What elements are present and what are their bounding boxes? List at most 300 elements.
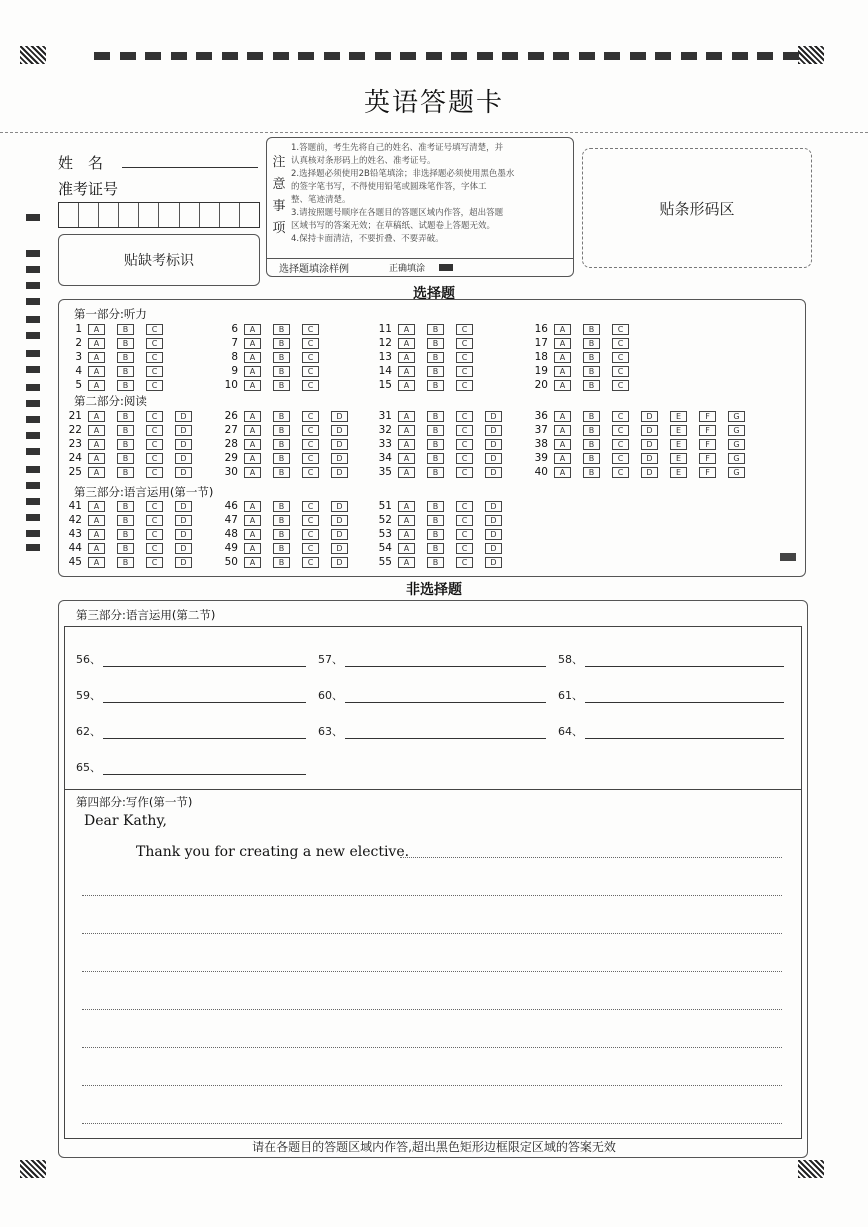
answer-bubble[interactable]: D	[641, 467, 658, 478]
answer-bubble[interactable]: C	[456, 557, 473, 568]
timing-mark	[171, 52, 187, 60]
answer-bubble[interactable]: C	[146, 529, 163, 540]
answer-bubble[interactable]: A	[554, 439, 571, 450]
answer-bubble[interactable]: E	[670, 411, 687, 422]
question-row	[528, 410, 757, 422]
blank-underline	[103, 656, 306, 667]
answer-bubble[interactable]: B	[117, 501, 134, 512]
question-number: 9	[231, 365, 238, 377]
answer-bubble[interactable]: C	[302, 324, 319, 335]
answer-bubble[interactable]: B	[427, 352, 444, 363]
blank-number: 62、	[76, 725, 101, 738]
answer-bubble[interactable]: A	[554, 380, 571, 391]
answer-bubble[interactable]: B	[117, 515, 134, 526]
answer-bubble[interactable]: A	[554, 467, 571, 478]
answer-bubble[interactable]: A	[398, 352, 415, 363]
question-row	[62, 556, 204, 568]
answer-bubble[interactable]: C	[456, 324, 473, 335]
answer-bubble[interactable]: B	[583, 366, 600, 377]
answer-bubble[interactable]: A	[88, 425, 105, 436]
answer-bubble[interactable]: B	[117, 529, 134, 540]
answer-bubble[interactable]: E	[670, 439, 687, 450]
answer-bubble[interactable]: D	[641, 411, 658, 422]
answer-bubble[interactable]: B	[273, 366, 290, 377]
answer-bubble[interactable]: A	[398, 529, 415, 540]
answer-bubble[interactable]: A	[244, 425, 261, 436]
answer-bubble[interactable]: A	[244, 453, 261, 464]
question-row	[372, 323, 485, 335]
answer-bubble[interactable]: A	[88, 543, 105, 554]
answer-bubble[interactable]: D	[485, 425, 502, 436]
blank-answer[interactable]	[318, 727, 546, 739]
answer-bubble[interactable]: C	[302, 352, 319, 363]
answer-bubble[interactable]: B	[427, 324, 444, 335]
answer-bubble[interactable]: A	[398, 501, 415, 512]
answer-bubble[interactable]: A	[244, 543, 261, 554]
answer-bubble[interactable]: C	[612, 352, 629, 363]
question-number: 33	[378, 438, 392, 450]
answer-bubble[interactable]: F	[699, 425, 716, 436]
answer-bubble[interactable]: F	[699, 467, 716, 478]
question-row	[62, 424, 204, 436]
answer-bubble[interactable]: B	[273, 380, 290, 391]
answer-bubble[interactable]: D	[485, 557, 502, 568]
answer-bubble[interactable]: F	[699, 411, 716, 422]
answer-bubble[interactable]: A	[398, 380, 415, 391]
answer-bubble[interactable]: C	[612, 453, 629, 464]
question-row	[62, 514, 204, 526]
answer-bubble[interactable]: A	[88, 529, 105, 540]
answer-bubble[interactable]: B	[273, 557, 290, 568]
blank-answer[interactable]	[76, 691, 306, 703]
answer-bubble[interactable]: C	[302, 439, 319, 450]
question-number: 35	[378, 466, 392, 478]
answer-bubble[interactable]: F	[699, 453, 716, 464]
blank-answer[interactable]	[318, 691, 546, 703]
answer-bubble[interactable]: A	[244, 380, 261, 391]
answer-bubble[interactable]: D	[485, 467, 502, 478]
writing-line[interactable]	[82, 1123, 782, 1124]
answer-bubble[interactable]: D	[175, 557, 192, 568]
answer-bubble[interactable]: B	[117, 411, 134, 422]
answer-bubble[interactable]: A	[244, 338, 261, 349]
answer-bubble[interactable]: C	[456, 543, 473, 554]
notice-heading	[271, 152, 287, 240]
question-row	[62, 365, 175, 377]
answer-bubble[interactable]: D	[485, 529, 502, 540]
answer-bubble[interactable]: C	[302, 501, 319, 512]
answer-bubble[interactable]: C	[302, 529, 319, 540]
answer-bubble[interactable]: C	[146, 366, 163, 377]
answer-bubble[interactable]: B	[427, 467, 444, 478]
answer-bubble[interactable]: B	[117, 366, 134, 377]
answer-bubble[interactable]: A	[398, 467, 415, 478]
answer-bubble[interactable]: D	[485, 453, 502, 464]
answer-bubble[interactable]: A	[88, 411, 105, 422]
question-row	[372, 365, 485, 377]
timing-mark	[120, 52, 136, 60]
answer-bubble[interactable]: B	[273, 501, 290, 512]
blank-answer[interactable]	[558, 655, 784, 667]
question-row	[372, 500, 514, 512]
answer-bubble[interactable]: B	[427, 557, 444, 568]
answer-bubble[interactable]: C	[302, 467, 319, 478]
answer-bubble[interactable]: A	[554, 366, 571, 377]
answer-bubble[interactable]: A	[554, 324, 571, 335]
answer-bubble[interactable]: C	[456, 366, 473, 377]
answer-bubble[interactable]: C	[612, 324, 629, 335]
answer-bubble[interactable]: B	[117, 543, 134, 554]
answer-bubble[interactable]: C	[302, 515, 319, 526]
answer-bubble[interactable]: E	[670, 467, 687, 478]
answer-bubble[interactable]: D	[175, 529, 192, 540]
answer-bubble[interactable]: C	[146, 439, 163, 450]
answer-bubble[interactable]: A	[244, 366, 261, 377]
answer-bubble[interactable]: B	[583, 467, 600, 478]
answer-bubble[interactable]: D	[331, 543, 348, 554]
blank-number: 64、	[558, 725, 583, 738]
answer-bubble[interactable]: C	[456, 352, 473, 363]
answer-bubble[interactable]: D	[485, 439, 502, 450]
answer-bubble[interactable]: A	[244, 439, 261, 450]
timing-mark	[400, 52, 416, 60]
answer-bubble[interactable]: B	[117, 467, 134, 478]
answer-bubble[interactable]: C	[612, 439, 629, 450]
answer-bubble[interactable]: D	[175, 425, 192, 436]
answer-bubble[interactable]: D	[331, 515, 348, 526]
answer-bubble[interactable]: D	[331, 557, 348, 568]
blank-answer[interactable]	[76, 655, 306, 667]
answer-bubble[interactable]: A	[88, 338, 105, 349]
answer-bubble[interactable]: A	[554, 425, 571, 436]
answer-bubble[interactable]: A	[244, 352, 261, 363]
answer-bubble[interactable]: C	[302, 366, 319, 377]
answer-bubble[interactable]: C	[456, 453, 473, 464]
answer-bubble[interactable]: C	[302, 543, 319, 554]
writing-line[interactable]	[400, 857, 782, 858]
answer-bubble[interactable]: C	[146, 352, 163, 363]
notice-item: 2.选择题必须使用2B铅笔填涂；非选择题必须使用黑色墨水	[291, 169, 515, 179]
answer-bubble[interactable]: B	[273, 411, 290, 422]
answer-bubble[interactable]: D	[175, 411, 192, 422]
answer-bubble[interactable]: B	[117, 453, 134, 464]
answer-bubble[interactable]: B	[273, 439, 290, 450]
timing-mark	[502, 52, 518, 60]
answer-bubble[interactable]: A	[398, 338, 415, 349]
question-row	[62, 337, 175, 349]
answer-bubble[interactable]: A	[554, 453, 571, 464]
answer-bubble[interactable]: C	[456, 338, 473, 349]
answer-bubble[interactable]: A	[398, 425, 415, 436]
answer-bubble[interactable]: C	[146, 453, 163, 464]
answer-bubble[interactable]: A	[88, 380, 105, 391]
answer-bubble[interactable]: A	[244, 501, 261, 512]
side-timing-mark	[26, 482, 40, 489]
choice-section-title: 选择题	[413, 286, 455, 302]
answer-bubble[interactable]: C	[302, 425, 319, 436]
answer-bubble[interactable]: C	[302, 557, 319, 568]
notice-item: 3.请按照题号顺序在各题目的答题区域内作答，超出答题	[291, 208, 504, 218]
answer-bubble[interactable]: G	[728, 467, 745, 478]
answer-bubble[interactable]: A	[554, 352, 571, 363]
question-number: 47	[224, 514, 238, 526]
answer-bubble[interactable]: B	[427, 543, 444, 554]
answer-bubble[interactable]: D	[175, 515, 192, 526]
question-row	[372, 542, 514, 554]
answer-bubble[interactable]: C	[456, 467, 473, 478]
timing-mark	[630, 52, 646, 60]
question-row	[218, 528, 360, 540]
answer-bubble[interactable]: G	[728, 439, 745, 450]
answer-bubble[interactable]: B	[583, 425, 600, 436]
timing-mark	[324, 52, 340, 60]
name-field[interactable]	[122, 167, 258, 168]
answer-bubble[interactable]: C	[146, 467, 163, 478]
answer-bubble[interactable]: A	[88, 453, 105, 464]
answer-bubble[interactable]: B	[273, 453, 290, 464]
answer-bubble[interactable]: D	[641, 425, 658, 436]
answer-bubble[interactable]: D	[485, 515, 502, 526]
writing-line[interactable]	[82, 1047, 782, 1048]
question-row	[62, 452, 204, 464]
answer-bubble[interactable]: D	[485, 411, 502, 422]
answer-bubble[interactable]: B	[273, 338, 290, 349]
answer-bubble[interactable]: B	[427, 411, 444, 422]
answer-bubble[interactable]: B	[117, 557, 134, 568]
answer-bubble[interactable]: C	[612, 380, 629, 391]
answer-bubble[interactable]: C	[146, 515, 163, 526]
answer-bubble[interactable]: C	[612, 338, 629, 349]
question-row	[372, 438, 514, 450]
answer-bubble[interactable]: B	[273, 352, 290, 363]
exam-id-boxes[interactable]	[58, 202, 260, 228]
answer-bubble[interactable]: A	[244, 515, 261, 526]
answer-bubble[interactable]: A	[88, 557, 105, 568]
answer-bubble[interactable]: C	[146, 324, 163, 335]
answer-bubble[interactable]: A	[88, 467, 105, 478]
question-row	[528, 438, 757, 450]
question-row	[528, 424, 757, 436]
answer-bubble[interactable]: A	[398, 439, 415, 450]
answer-bubble[interactable]: B	[427, 380, 444, 391]
blank-answer[interactable]	[318, 655, 546, 667]
answer-bubble[interactable]: A	[244, 324, 261, 335]
answer-bubble[interactable]: B	[583, 411, 600, 422]
answer-bubble[interactable]: C	[146, 338, 163, 349]
timing-mark	[783, 52, 799, 60]
question-row	[528, 337, 641, 349]
answer-bubble[interactable]: C	[302, 338, 319, 349]
side-timing-mark	[26, 498, 40, 505]
answer-bubble[interactable]: E	[670, 453, 687, 464]
answer-bubble[interactable]: A	[398, 411, 415, 422]
answer-bubble[interactable]: C	[456, 380, 473, 391]
answer-bubble[interactable]: B	[117, 352, 134, 363]
answer-bubble[interactable]: C	[146, 543, 163, 554]
answer-bubble[interactable]: A	[244, 557, 261, 568]
answer-bubble[interactable]: C	[146, 557, 163, 568]
answer-bubble[interactable]: C	[302, 380, 319, 391]
writing-line[interactable]	[82, 1009, 782, 1010]
answer-bubble[interactable]: D	[331, 439, 348, 450]
answer-bubble[interactable]: D	[485, 501, 502, 512]
answer-bubble[interactable]: D	[175, 467, 192, 478]
question-row	[62, 351, 175, 363]
answer-bubble[interactable]: A	[398, 453, 415, 464]
blank-answer[interactable]	[558, 727, 784, 739]
blank-answer[interactable]	[76, 727, 306, 739]
answer-bubble[interactable]: B	[583, 439, 600, 450]
answer-bubble[interactable]: A	[398, 324, 415, 335]
question-number: 28	[224, 438, 238, 450]
answer-bubble[interactable]: A	[554, 338, 571, 349]
answer-bubble[interactable]: D	[641, 453, 658, 464]
answer-bubble[interactable]: B	[427, 453, 444, 464]
writing-line[interactable]	[82, 933, 782, 934]
question-number: 30	[224, 466, 238, 478]
answer-bubble[interactable]: A	[88, 324, 105, 335]
question-number: 24	[68, 452, 82, 464]
answer-bubble[interactable]: D	[331, 467, 348, 478]
blank-underline	[103, 692, 306, 703]
answer-bubble[interactable]: D	[331, 425, 348, 436]
answer-bubble[interactable]: C	[302, 453, 319, 464]
answer-bubble[interactable]: A	[244, 467, 261, 478]
answer-bubble[interactable]: C	[456, 439, 473, 450]
side-timing-mark	[26, 544, 40, 551]
answer-bubble[interactable]: B	[583, 338, 600, 349]
question-row	[62, 542, 204, 554]
writing-line[interactable]	[82, 895, 782, 896]
question-row	[372, 410, 514, 422]
answer-bubble[interactable]: C	[612, 411, 629, 422]
answer-bubble[interactable]: A	[88, 515, 105, 526]
answer-bubble[interactable]: A	[398, 366, 415, 377]
answer-bubble[interactable]: C	[456, 515, 473, 526]
question-row	[372, 556, 514, 568]
answer-bubble[interactable]: D	[175, 439, 192, 450]
answer-bubble[interactable]: C	[612, 366, 629, 377]
answer-bubble[interactable]: D	[641, 439, 658, 450]
answer-bubble[interactable]: B	[427, 501, 444, 512]
answer-bubble[interactable]: A	[88, 352, 105, 363]
answer-bubble[interactable]: E	[670, 425, 687, 436]
timing-mark	[94, 52, 110, 60]
answer-bubble[interactable]: B	[427, 439, 444, 450]
answer-bubble[interactable]: B	[427, 338, 444, 349]
answer-bubble[interactable]: B	[583, 453, 600, 464]
question-row	[218, 379, 331, 391]
answer-bubble[interactable]: D	[175, 453, 192, 464]
question-number: 12	[378, 337, 392, 349]
answer-bubble[interactable]: B	[273, 515, 290, 526]
answer-bubble[interactable]: G	[728, 411, 745, 422]
answer-bubble[interactable]: B	[583, 352, 600, 363]
notice-heading-char-4: 项	[272, 221, 286, 236]
answer-bubble[interactable]: A	[88, 501, 105, 512]
answer-bubble[interactable]: B	[273, 529, 290, 540]
blank-underline	[345, 692, 546, 703]
answer-bubble[interactable]: B	[427, 529, 444, 540]
answer-bubble[interactable]: C	[456, 425, 473, 436]
answer-bubble[interactable]: A	[88, 366, 105, 377]
answer-bubble[interactable]: C	[146, 425, 163, 436]
answer-bubble[interactable]: B	[117, 439, 134, 450]
blank-answer[interactable]	[76, 763, 306, 775]
answer-bubble[interactable]: C	[456, 411, 473, 422]
question-number: 46	[224, 500, 238, 512]
timing-mark	[732, 52, 748, 60]
answer-bubble[interactable]: A	[244, 529, 261, 540]
answer-bubble[interactable]: A	[88, 439, 105, 450]
answer-bubble[interactable]: D	[175, 501, 192, 512]
answer-bubble[interactable]: F	[699, 439, 716, 450]
answer-bubble[interactable]: B	[427, 425, 444, 436]
answer-bubble[interactable]: C	[146, 380, 163, 391]
answer-bubble[interactable]: B	[273, 543, 290, 554]
answer-bubble[interactable]: D	[331, 453, 348, 464]
writing-line[interactable]	[82, 1085, 782, 1086]
blank-answer[interactable]	[558, 691, 784, 703]
writing-line[interactable]	[82, 971, 782, 972]
answer-bubble[interactable]: C	[146, 411, 163, 422]
blank-number: 56、	[76, 653, 101, 666]
answer-bubble[interactable]: D	[331, 529, 348, 540]
timing-mark	[375, 52, 391, 60]
blank-number: 65、	[76, 761, 101, 774]
answer-bubble[interactable]: B	[117, 425, 134, 436]
answer-bubble[interactable]: C	[456, 501, 473, 512]
answer-bubble[interactable]: B	[583, 324, 600, 335]
side-timing-mark	[26, 400, 40, 407]
answer-bubble[interactable]: B	[273, 425, 290, 436]
answer-bubble[interactable]: B	[273, 324, 290, 335]
answer-bubble[interactable]: B	[117, 338, 134, 349]
answer-bubble[interactable]: G	[728, 453, 745, 464]
answer-bubble[interactable]: C	[302, 411, 319, 422]
nonchoice-section-title: 非选择题	[406, 582, 462, 598]
answer-bubble[interactable]: D	[331, 501, 348, 512]
question-row	[218, 500, 360, 512]
answer-bubble[interactable]: C	[146, 501, 163, 512]
blank-underline	[585, 728, 784, 739]
answer-bubble[interactable]: A	[398, 515, 415, 526]
question-number: 15	[378, 379, 392, 391]
question-row	[218, 466, 360, 478]
part4-label: 第四部分:写作(第一节)	[76, 795, 193, 809]
answer-bubble[interactable]: B	[117, 380, 134, 391]
answer-bubble[interactable]: A	[398, 557, 415, 568]
answer-bubble[interactable]: B	[427, 515, 444, 526]
answer-bubble[interactable]: A	[244, 411, 261, 422]
side-timing-mark	[26, 316, 40, 323]
answer-bubble[interactable]: B	[583, 380, 600, 391]
answer-bubble[interactable]: D	[485, 543, 502, 554]
answer-bubble[interactable]: A	[398, 543, 415, 554]
answer-bubble[interactable]: C	[612, 467, 629, 478]
answer-bubble[interactable]: B	[117, 324, 134, 335]
timing-mark	[222, 52, 238, 60]
answer-bubble[interactable]: A	[554, 411, 571, 422]
answer-bubble[interactable]: G	[728, 425, 745, 436]
notice-items	[291, 142, 569, 246]
answer-bubble[interactable]: B	[273, 467, 290, 478]
answer-bubble[interactable]: D	[331, 411, 348, 422]
answer-bubble[interactable]: C	[612, 425, 629, 436]
answer-bubble[interactable]: C	[456, 529, 473, 540]
answer-bubble[interactable]: B	[427, 366, 444, 377]
answer-bubble[interactable]: D	[175, 543, 192, 554]
